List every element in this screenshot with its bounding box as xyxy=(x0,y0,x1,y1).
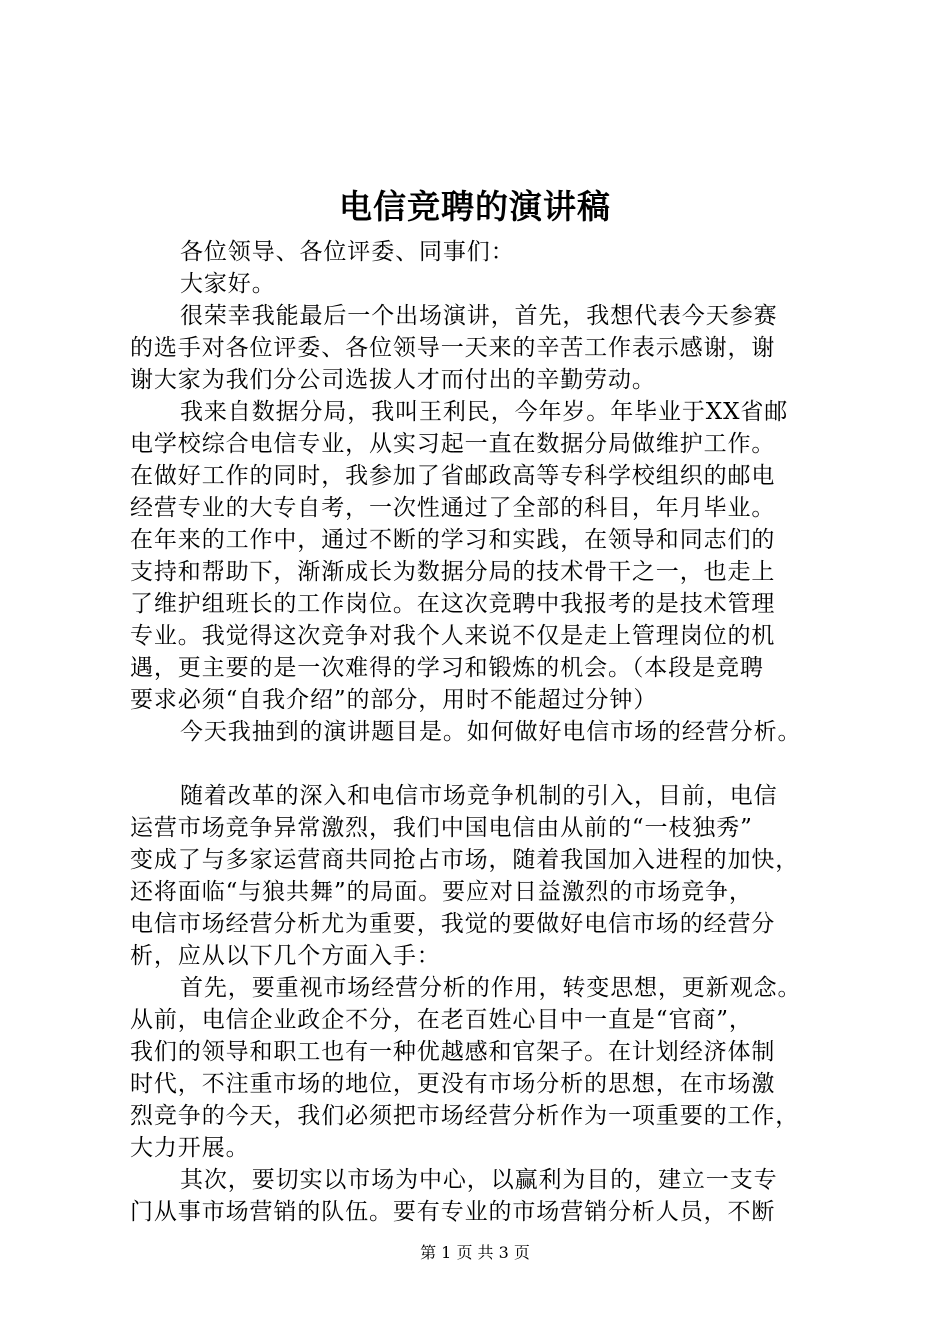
body-line: 经营专业的大专自考，一次性通过了全部的科目，年月毕业。 xyxy=(130,495,776,521)
body-line: 其次，要切实以市场为中心，以赢利为目的，建立一支专 xyxy=(180,1167,778,1193)
page-footer: 第 1 页 共 3 页 xyxy=(420,1243,530,1262)
body-line: 专业。我觉得这次竞争对我个人来说不仅是走上管理岗位的机 xyxy=(130,623,776,649)
body-line: 大家好。 xyxy=(180,271,276,297)
body-line: 析，应从以下几个方面入手： xyxy=(130,943,441,969)
body-line: 谢大家为我们分公司选拔人才而付出的辛勤劳动。 xyxy=(130,367,656,393)
body-line: 大力开展。 xyxy=(130,1135,250,1161)
body-line: 变成了与多家运营商共同抢占市场，随着我国加入进程的加快， xyxy=(130,847,800,873)
body-line: 很荣幸我能最后一个出场演讲，首先，我想代表今天参赛 xyxy=(180,303,778,329)
body-line: 我来自数据分局，我叫王利民，今年岁。年毕业于XX省邮 xyxy=(180,399,789,425)
body-line: 运营市场竞争异常激烈，我们中国电信由从前的“一枝独秀” xyxy=(130,815,753,841)
body-line: 今天我抽到的演讲题目是。如何做好电信市场的经营分析。 xyxy=(180,719,802,745)
body-line: 我们的领导和职工也有一种优越感和官架子。在计划经济体制 xyxy=(130,1039,776,1065)
body-line: 遇，更主要的是一次难得的学习和锻炼的机会。（本段是竞聘 xyxy=(130,655,764,681)
body-line: 随着改革的深入和电信市场竞争机制的引入，目前，电信 xyxy=(180,783,778,809)
body-line: 在年来的工作中，通过不断的学习和实践，在领导和同志们的 xyxy=(130,527,776,553)
body-line: 了维护组班长的工作岗位。在这次竞聘中我报考的是技术管理 xyxy=(130,591,776,617)
body-line: 门从事市场营销的队伍。要有专业的市场营销分析人员，不断 xyxy=(130,1199,776,1225)
document-body xyxy=(130,236,860,1228)
body-line: 支持和帮助下，渐渐成长为数据分局的技术骨干之一，也走上 xyxy=(130,559,776,585)
body-line: 还将面临“与狼共舞”的局面。要应对日益激烈的市场竞争， xyxy=(130,879,753,905)
body-line: 烈竞争的今天，我们必须把市场经营分析作为一项重要的工作， xyxy=(130,1103,800,1129)
body-line: 各位领导、各位评委、同事们： xyxy=(180,239,515,265)
body-line: 在做好工作的同时，我参加了省邮政高等专科学校组织的邮电 xyxy=(130,463,776,489)
body-line: 电信市场经营分析尤为重要，我觉的要做好电信市场的经营分 xyxy=(130,911,776,937)
body-line: 时代，不注重市场的地位，更没有市场分析的思想，在市场激 xyxy=(130,1071,776,1097)
body-line: 从前，电信企业政企不分，在老百姓心目中一直是“官商”， xyxy=(130,1007,753,1033)
body-line: 电学校综合电信专业，从实习起一直在数据分局做维护工作。 xyxy=(130,431,776,457)
body-line: 要求必须“自我介绍”的部分，用时不能超过分钟） xyxy=(130,687,658,713)
blank-line xyxy=(130,748,860,780)
body-line: 首先，要重视市场经营分析的作用，转变思想，更新观念。 xyxy=(180,975,802,1001)
body-line: 的选手对各位评委、各位领导一天来的辛苦工作表示感谢，谢 xyxy=(130,335,776,361)
document-title: 电信竞聘的演讲稿 xyxy=(339,187,611,226)
